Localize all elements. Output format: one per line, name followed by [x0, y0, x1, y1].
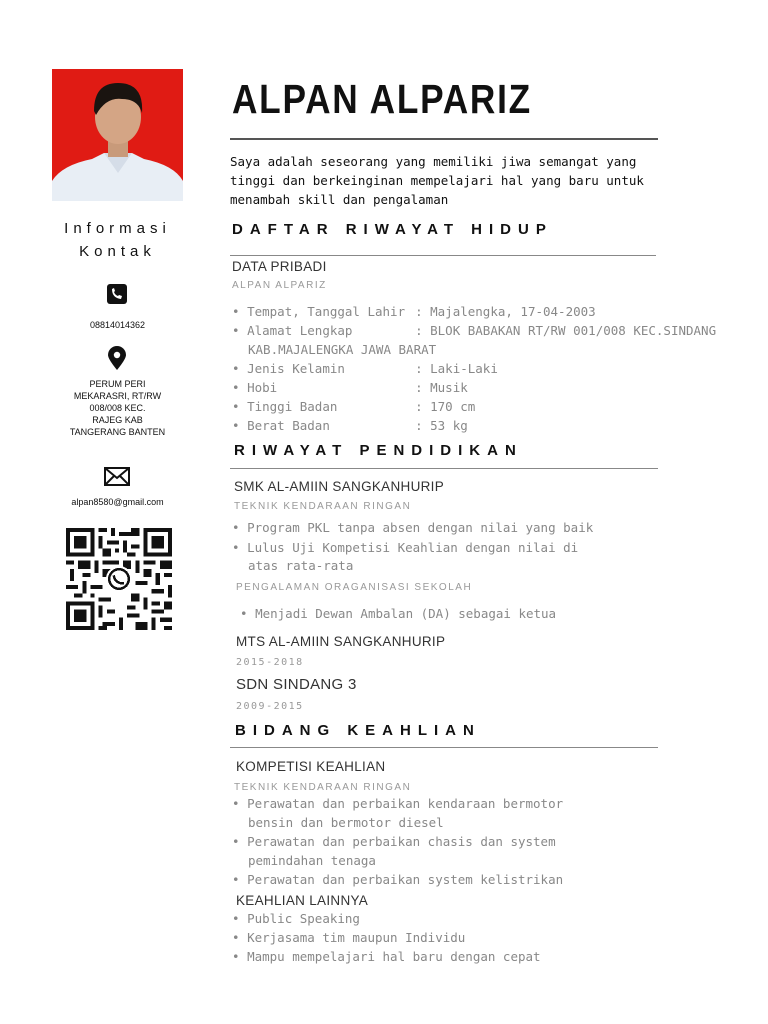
- section-title-education: RIWAYAT PENDIDIKAN: [234, 442, 523, 459]
- row-value: Musik: [430, 380, 468, 395]
- list-item-text: Public Speaking: [247, 911, 360, 926]
- row-sep: :: [415, 323, 431, 338]
- personal-row: • Berat Badan : 53 kg: [232, 418, 468, 433]
- contact-title-line2: Kontak: [79, 243, 156, 260]
- row-value: Majalengka, 17-04-2003: [430, 304, 596, 319]
- row-label: Hobi: [247, 380, 278, 395]
- personal-row: • Jenis Kelamin : Laki-Laki: [232, 361, 498, 376]
- row-label: Alamat Lengkap: [247, 323, 353, 338]
- row-sep: :: [415, 304, 431, 319]
- comp-title: KOMPETISI KEAHLIAN: [236, 759, 386, 774]
- list-item-text: Perawatan dan perbaikan system kelistrikan: [247, 872, 564, 887]
- list-item: • Perawatan dan perbaikan system kelistrikan: [232, 872, 564, 887]
- address-line: TANGERANG BANTEN: [69, 427, 166, 437]
- list-item-text: Mampu mempelajari hal baru dengan cepat: [247, 949, 541, 964]
- address-line: PERUM PERI: [89, 379, 146, 389]
- section-title-skills: BIDANG KEAHLIAN: [235, 722, 481, 739]
- section-divider: [230, 468, 658, 469]
- phone-number[interactable]: 08814014362: [89, 320, 146, 330]
- list-item-text: Lulus Uji Kompetisi Keahlian dengan nilai di: [247, 540, 579, 555]
- list-item: • Menjadi Dewan Ambalan (DA) sebagai ketua: [240, 606, 557, 621]
- school-smk-major: TEKNIK KENDARAAN RINGAN: [234, 501, 412, 512]
- list-item: • Perawatan dan perbaikan chasis dan system: [232, 834, 556, 849]
- location-pin-icon: [100, 346, 134, 370]
- row-label: Berat Badan: [247, 418, 330, 433]
- name-divider: [230, 138, 658, 140]
- personal-row: • Hobi : Musik: [232, 380, 468, 395]
- address-line: 008/008 KEC.: [89, 403, 146, 413]
- contact-title-line1: Informasi: [64, 220, 171, 237]
- row-value: BLOK BABAKAN RT/RW 001/008 KEC.SINDANG: [430, 323, 717, 338]
- list-item-continued: bensin dan bermotor diesel: [248, 815, 444, 830]
- list-item: • Mampu mempelajari hal baru dengan cepat: [232, 949, 541, 964]
- person-silhouette-icon: [52, 69, 183, 201]
- list-item-continued: pemindahan tenaga: [248, 853, 376, 868]
- profile-summary: Saya adalah seseorang yang memiliki jiwa semangat yang tinggi dan berkeinginan mempelajari hal yang baru untuk menambah skill dan pengalaman: [230, 154, 644, 207]
- list-item: • Lulus Uji Kompetisi Keahlian dengan nilai di: [232, 540, 579, 555]
- personal-name: ALPAN ALPARIZ: [232, 280, 327, 291]
- envelope-icon: [100, 465, 134, 489]
- personal-heading: DATA PRIBADI: [232, 259, 327, 274]
- org-title: PENGALAMAN ORAGANISASI SEKOLAH: [236, 582, 473, 593]
- school-smk: SMK AL-AMIIN SANGKANHURIP: [234, 479, 445, 494]
- personal-row-continued: KAB.MAJALENGKA JAWA BARAT: [248, 342, 437, 357]
- address-line: RAJEG KAB: [92, 415, 143, 425]
- school-sdn: SDN SINDANG 3: [236, 676, 357, 693]
- list-item-text: Menjadi Dewan Ambalan (DA) sebagai ketua: [255, 606, 557, 621]
- address-line: MEKARASRI, RT/RW: [73, 391, 162, 401]
- list-item-text: Perawatan dan perbaikan kendaraan bermotor: [247, 796, 564, 811]
- row-label: Tempat, Tanggal Lahir: [247, 304, 406, 319]
- row-label: Jenis Kelamin: [247, 361, 345, 376]
- section-divider: [230, 747, 658, 748]
- full-name: ALPAN ALPARIZ: [232, 76, 532, 122]
- row-value: Laki-Laki: [430, 361, 498, 376]
- section-divider: [230, 255, 656, 256]
- personal-row: • Tempat, Tanggal Lahir : Majalengka, 17-04-2003: [232, 304, 596, 319]
- row-value: 170 cm: [430, 399, 476, 414]
- section-title-cv: DAFTAR RIWAYAT HIDUP: [232, 221, 553, 238]
- other-skills-title: KEAHLIAN LAINNYA: [236, 893, 369, 908]
- phone-icon: [100, 283, 134, 307]
- row-sep: :: [415, 399, 431, 414]
- school-mts: MTS AL-AMIIN SANGKANHURIP: [236, 634, 446, 649]
- list-item: • Kerjasama tim maupun Individu: [232, 930, 466, 945]
- personal-row: • Alamat Lengkap : BLOK BABAKAN RT/RW 001/008 KEC.SINDANG: [232, 323, 717, 338]
- school-sdn-years: 2009-2015: [236, 701, 304, 712]
- list-item: • Public Speaking: [232, 911, 360, 926]
- address: [52, 378, 183, 438]
- list-item-text: Kerjasama tim maupun Individu: [247, 930, 466, 945]
- comp-major: TEKNIK KENDARAAN RINGAN: [234, 782, 412, 793]
- profile-photo: [52, 69, 183, 201]
- row-sep: :: [415, 380, 431, 395]
- school-mts-years: 2015-2018: [236, 657, 304, 668]
- row-value: 53 kg: [430, 418, 468, 433]
- list-item: • Program PKL tanpa absen dengan nilai yang baik: [232, 520, 594, 535]
- list-item-continued: atas rata-rata: [248, 558, 354, 573]
- email[interactable]: alpan8580@gmail.com: [71, 497, 164, 507]
- row-sep: :: [415, 418, 431, 433]
- row-sep: :: [415, 361, 431, 376]
- row-label: Tinggi Badan: [247, 399, 338, 414]
- qr-code-icon[interactable]: [66, 528, 172, 630]
- list-item-text: Program PKL tanpa absen dengan nilai yang baik: [247, 520, 594, 535]
- personal-row: • Tinggi Badan : 170 cm: [232, 399, 476, 414]
- list-item-text: Perawatan dan perbaikan chasis dan system: [247, 834, 556, 849]
- list-item: • Perawatan dan perbaikan kendaraan bermotor: [232, 796, 564, 811]
